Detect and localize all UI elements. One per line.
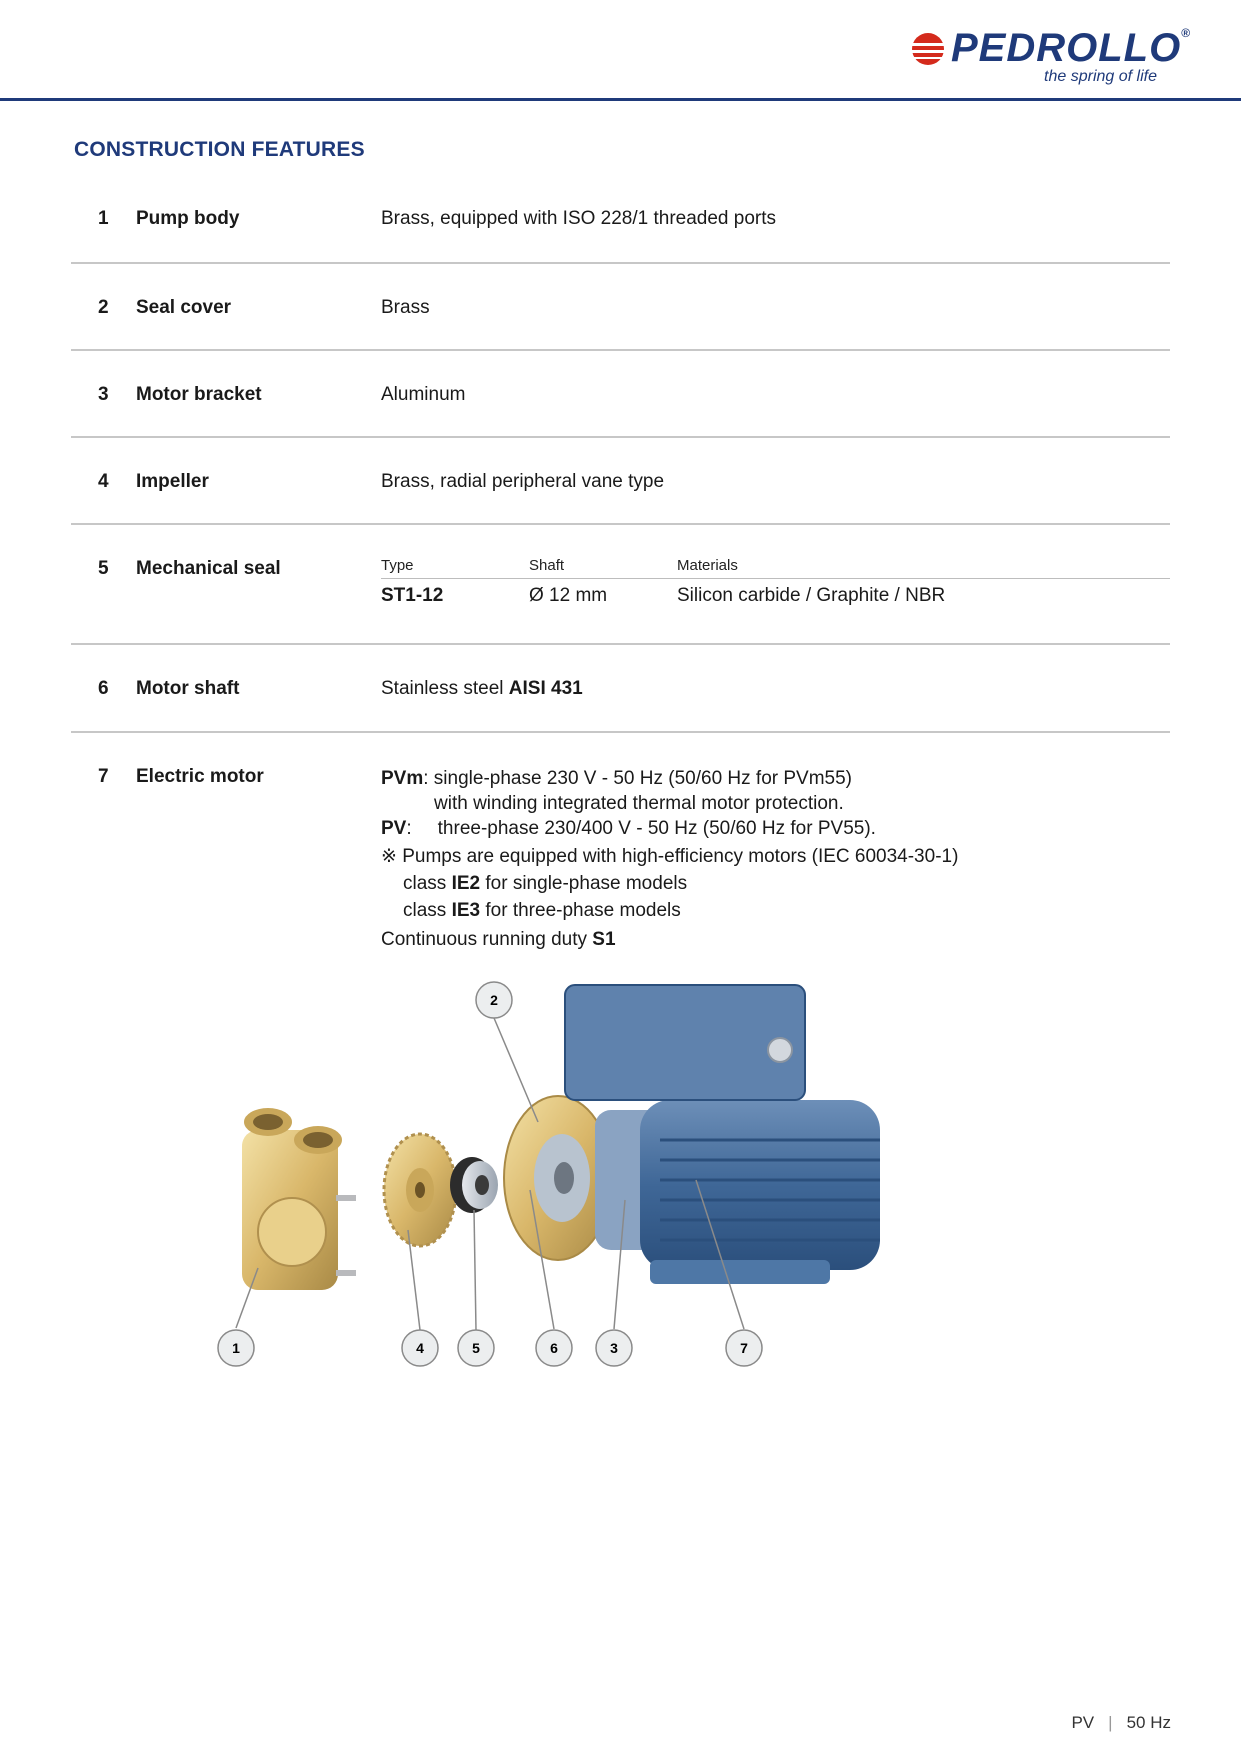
callout-6 — [536, 1330, 572, 1366]
seal-spec-values — [381, 579, 1170, 607]
feature-label: Seal cover — [136, 297, 232, 318]
footer-frequency: 50 Hz — [1126, 1713, 1171, 1732]
impeller-part — [384, 1134, 456, 1246]
feature-desc — [381, 678, 1170, 700]
brand-tagline: the spring of life — [1044, 68, 1157, 85]
feature-number: 6 — [98, 678, 109, 699]
callout-4 — [402, 1330, 438, 1366]
seal-header-type: Type — [381, 557, 414, 574]
seal-value-type: ST1-12 — [381, 585, 444, 606]
pump-body-part — [242, 1108, 356, 1290]
seal-value-shaft: Ø 12 mm — [529, 585, 608, 606]
header-divider — [0, 98, 1241, 101]
brand-wordmark: PEDROLLO® — [951, 26, 1192, 70]
feature-row-electric-motor — [71, 733, 1170, 963]
motor-pvm-line-2: with winding integrated thermal motor protection. — [434, 793, 844, 814]
motor-duty: Continuous running duty S1 — [381, 929, 616, 950]
feature-row-mechanical-seal — [71, 525, 1170, 645]
feature-number: 5 — [98, 558, 109, 579]
svg-text:7: 7 — [740, 1340, 748, 1356]
feature-desc: Brass, equipped with ISO 228/1 threaded ports — [381, 208, 777, 229]
feature-desc: Brass, radial peripheral vane type — [381, 471, 665, 492]
feature-label: Impeller — [136, 471, 209, 492]
pump-exploded-view — [200, 992, 1020, 1530]
callout-2 — [476, 982, 512, 1018]
feature-label: Pump body — [136, 208, 240, 229]
svg-text:3: 3 — [610, 1340, 618, 1356]
feature-row-seal-cover — [71, 264, 1170, 351]
feature-number: 1 — [98, 208, 109, 229]
motor-spec — [381, 766, 1170, 952]
feature-number: 4 — [98, 471, 109, 492]
feature-label: Motor shaft — [136, 678, 240, 699]
svg-text:6: 6 — [550, 1340, 558, 1356]
motor-pv-line: PV: three-phase 230/400 V - 50 Hz (50/60 Hz for PV55). — [381, 818, 876, 839]
seal-spec-table — [381, 557, 1170, 607]
section-title: CONSTRUCTION FEATURES — [74, 138, 365, 161]
svg-text:2: 2 — [490, 992, 498, 1008]
motor-class-ie3: class IE3 for three-phase models — [403, 900, 681, 921]
page-header — [0, 0, 1241, 100]
pedrollo-logo — [911, 26, 1192, 90]
seal-value-materials: Silicon carbide / Graphite / NBR — [677, 585, 946, 606]
feature-number: 7 — [98, 766, 109, 787]
feature-desc: Aluminum — [381, 384, 466, 405]
motor-efficiency-note: ※ Pumps are equipped with high-efficiency motors (IEC 60034-30-1) — [381, 846, 959, 867]
feature-label: Mechanical seal — [136, 558, 281, 579]
callout-5 — [458, 1330, 494, 1366]
callout-7 — [726, 1330, 762, 1366]
feature-row-impeller — [71, 438, 1170, 525]
electric-motor-part — [565, 985, 880, 1284]
features-table — [71, 180, 1170, 963]
seal-header-materials: Materials — [677, 557, 738, 574]
feature-number: 2 — [98, 297, 109, 318]
footer-model: PV — [1071, 1713, 1095, 1732]
motor-pvm-line: PVm: single-phase 230 V - 50 Hz (50/60 Hz for PVm55) — [381, 768, 853, 789]
feature-row-motor-bracket — [71, 351, 1170, 438]
feature-label: Motor bracket — [136, 384, 262, 405]
callout-1 — [218, 1330, 254, 1366]
seal-header-shaft: Shaft — [529, 557, 565, 574]
svg-text:5: 5 — [472, 1340, 480, 1356]
callout-3 — [596, 1330, 632, 1366]
brand-globe-icon — [911, 32, 945, 66]
feature-label: Electric motor — [136, 766, 264, 787]
svg-text:1: 1 — [232, 1340, 240, 1356]
shaft-grade: AISI 431 — [508, 678, 583, 699]
seal-spec-header — [381, 557, 1170, 579]
feature-row-motor-shaft — [71, 645, 1170, 733]
mechanical-seal-part — [450, 1157, 498, 1213]
shaft-material: Stainless steel — [381, 678, 509, 699]
page-footer — [1071, 1713, 1171, 1733]
feature-row-pump-body — [71, 180, 1170, 264]
svg-text:4: 4 — [416, 1340, 424, 1356]
motor-class-ie2: class IE2 for single-phase models — [403, 873, 688, 894]
feature-desc: Brass — [381, 297, 430, 318]
footer-separator: | — [1108, 1713, 1113, 1732]
feature-number: 3 — [98, 384, 109, 405]
